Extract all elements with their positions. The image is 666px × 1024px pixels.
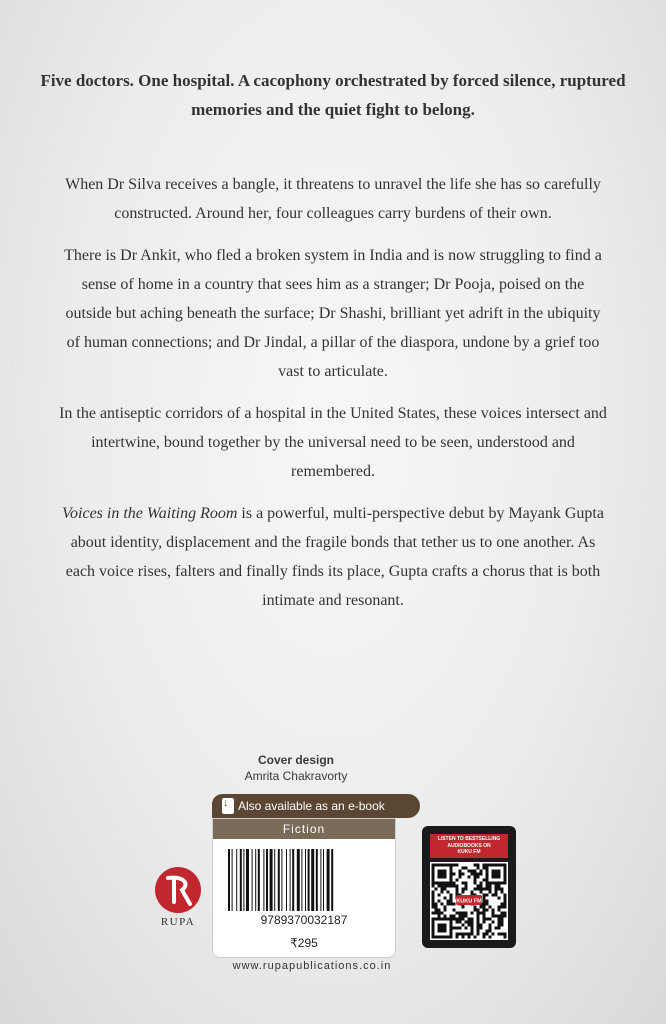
credit-name: Amrita Chakravorty [244,769,348,783]
ebook-banner-text: Also available as an e-book [238,799,385,813]
blurb [58,170,608,628]
kukufm-badge: KUKU FM [456,898,482,905]
tagline: Five doctors. One hospital. A cacophony orchestrated by forced silence, ruptured memories and the quiet fight to belong. [40,71,626,119]
qr-header-line-3: KUKU FM [457,849,481,855]
barcode-icon [224,849,384,911]
blurb-paragraph-4 [58,499,608,615]
publisher-name: RUPA [160,916,196,928]
rupa-logo-icon [154,866,202,914]
blurb-paragraph-2: There is Dr Ankit, who fled a broken system in India and is now struggling to find a sense of home in a country that sees him as a stranger; Dr Pooja, poised on the outside but aching beneath the surface; Dr Shashi, brilliant yet adrift in the ubiquity of human connections; and Dr Jindal, a pillar of the diaspora, undone by a grief too vast to articulate. [64,247,602,380]
ebook-banner [212,794,420,818]
credit-role: Cover design [257,753,335,767]
qr-header-line-2: AUDIOBOOKS ON [447,842,491,849]
blurb-paragraph-1: When Dr Silva receives a bangle, it threatens to unravel the life she has so carefully constructed. Around her, four colleagues carry burdens of their own. [65,176,601,222]
barcode-box [212,818,396,958]
kukufm-qr-card [422,826,516,948]
publisher-website: www.rupapublications.co.in [232,960,392,972]
download-icon [222,798,234,814]
qr-header-line-1: LISTEN TO BESTSELLING [437,836,501,842]
qr-header [430,834,508,858]
genre-label: Fiction [213,819,395,839]
blurb-paragraph-3: In the antiseptic corridors of a hospital in the United States, these voices intersect and intertwine, bound together by the universal need to be seen, understood and remembered. [59,405,607,480]
cover-credits [216,752,376,784]
blurb-paragraph-4-text: is a powerful, multi-perspective debut by Mayank Gupta about identity, displacement and the fragile bonds that tether us to one another. As each voice rises, falters and finally finds its place, Gupta crafts a chorus that is both intimate and resonant. [65,505,604,609]
book-title: Voices in the Waiting Room [62,505,238,522]
qr-code-icon [430,862,508,940]
price: ₹295 [290,936,318,950]
isbn-number: 9789370032187 [260,913,348,927]
